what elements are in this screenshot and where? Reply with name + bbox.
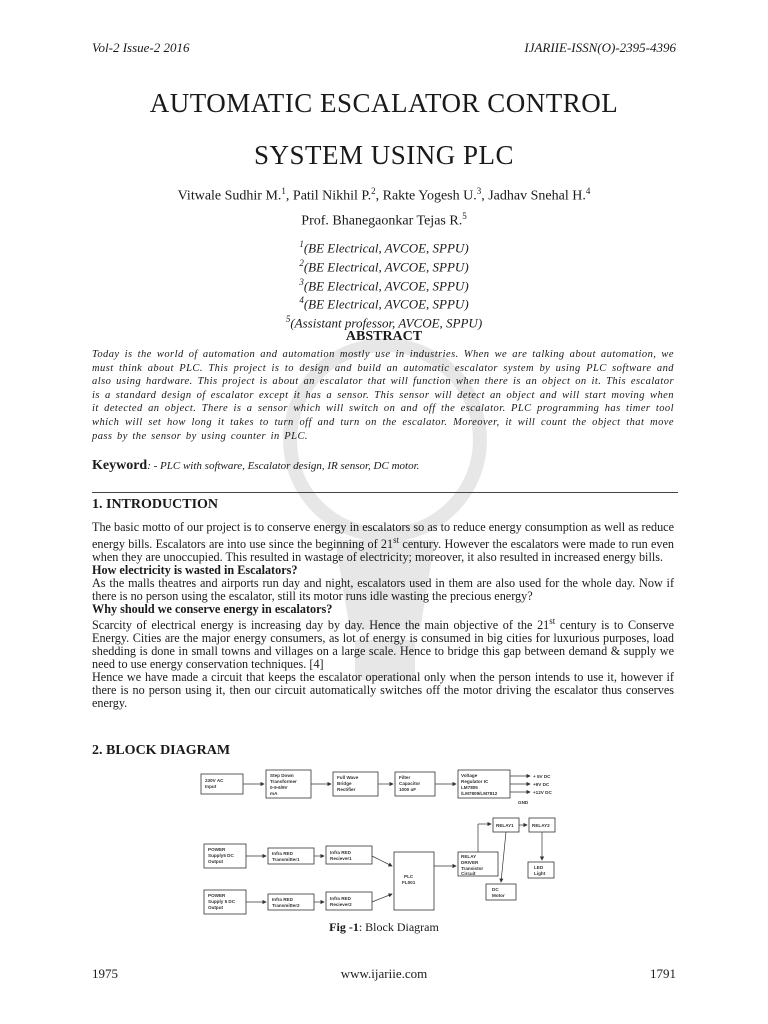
author-guide: Prof. Bhanegaonkar Tejas R.$^5$ [301,211,467,229]
footer-page-number: 1791 [650,966,676,981]
diagram-label: Input [205,784,217,789]
abstract-text: Today is the world of automation and automation mostly use in industries. When we are talking about automation, we must think about PLC. This project is to design and build an automatic escalator system by using PLC software and also using hardware. This project is about an escalator that will function when there is an object on it. This escalator is a standard design of escalator except it has a sensor. This sensor will detect an object and will start moving when it detected an object. There is a sensor which will switch on and off the escalator. PLC programming has timer tool which will set how long it takes to turn off and turn on the escalator. Moreover, it will count the object that move pass by the sensor by using counter in PLC. [92,349,674,442]
affiliation: $^5$(Assistant professor, AVCOE, SPPU) [285,314,483,331]
figure-caption: Fig -1: Block Diagram [329,920,439,934]
section-heading-introduction: 1. INTRODUCTION [92,497,219,512]
diagram-label: Supply5 DC [208,853,234,858]
diagram-label: PLC [404,874,414,879]
diagram-label: Reciever2 [330,902,352,907]
diagram-label: Transistor [461,866,484,871]
affiliation: $^3$(BE Electrical, AVCOE, SPPU) [299,276,469,293]
diagram-label: POWER [208,847,226,852]
affiliations [0,237,768,331]
diagram-label: 230V AC [205,778,224,783]
diagram-label: Filter [399,775,411,780]
diagram-label: 0-9-6/9V [270,785,288,790]
diagram-label: Transformer [270,779,297,784]
diagram-label: Full Wave [337,775,359,780]
diagram-label: Transmitter2 [272,903,300,908]
paper-title-line2: SYSTEM USING PLC [253,140,515,170]
diagram-label: Infra RED [272,897,293,902]
header-volume: Vol-2 Issue-2 2016 [92,40,190,55]
diagram-label: + 5V DC [533,774,551,779]
affiliation: $^4$(BE Electrical, AVCOE, SPPU) [299,295,469,312]
diagram-label: POWER [208,893,226,898]
diagram-label: Regulator IC [461,779,489,784]
diagram-label: Step Down [270,773,294,778]
author-list: Vitwale Sudhir M.$^1$, Patil Nikhil P.$^2$, Rakte Yogesh U.$^3$, Jadhav Snehal H.$^4$ [177,186,591,204]
diagram-label: Infra RED [272,851,293,856]
block-diagram [196,766,596,916]
diagram-label: Infra RED [330,850,351,855]
diagram-label: FL001 [402,880,416,885]
diagram-label: Voltage [461,773,478,778]
paragraph: The basic motto of our project is to conserve energy in escalators so as to reduce energy consumption as well as reduce energy bills. Escalators are into use since the beginning of 21st century. However the escalators were made to run even when they are unoccupied. This resulted in wastage of electricity; moreover, it also resulted in increased energy bills. [92,520,674,564]
diagram-label: Bridge [337,781,352,786]
paragraph: As the malls theatres and airports run day and night, escalators used in them are also used for the whole day. Now if there is no person using the escalator, still its motor runs idle wasting the precious energy? [92,575,674,603]
diagram-label: RELAY [461,854,477,859]
header-issn: IJARIIE-ISSN(O)-2395-4396 [524,40,676,55]
paragraph: Scarcity of electrical energy is increasing day by day. Hence the main objective of the 21st century is to Conserve Energy. Cities are the major energy consumers, as lot of energy is consumed in big cities for luxurious purposes, load shedding is done in small towns and villages on a large scale. Hence to bridge this gap between demand & supply we need to use energy conservation techniques. [4] [92,616,674,672]
diagram-label: mA [270,791,278,796]
diagram-label: +12V DC [533,790,552,795]
diagram-label: LM7805 [461,785,478,790]
affiliation: $^2$(BE Electrical, AVCOE, SPPU) [299,257,469,275]
paper-title-line1: AUTOMATIC ESCALATOR CONTROL [149,88,619,118]
diagram-label: Reciever1 [330,856,352,861]
abstract-heading: ABSTRACT [345,329,423,344]
diagram-label: Output [208,905,224,910]
diagram-label: Rectifier [337,787,356,792]
diagram-label: Capacitor [399,781,421,786]
block-rx1 [326,846,372,864]
diagram-label: Output [208,859,224,864]
section-heading-block-diagram: 2. BLOCK DIAGRAM [92,743,231,758]
diagram-label: DC [492,887,499,892]
subheading: How electricity is wasted in Escalators? [92,562,298,577]
diagram-label: RELAY1 [496,823,514,828]
diagram-label: Light [534,871,546,876]
diagram-label: GND [518,800,529,805]
affiliation: $^1$(BE Electrical, AVCOE, SPPU) [299,239,469,256]
keywords: Keyword: - PLC with software, Escalator design, IR sensor, DC motor. [92,458,420,473]
diagram-label: RELAY2 [532,823,550,828]
footer-paper-number: 1975 [92,966,118,981]
introduction-body [92,521,674,710]
diagram-label: DRIVER [461,860,479,865]
diagram-label: LED [534,865,544,870]
diagram-label: Motor [492,893,505,898]
diagram-label: Infra RED [330,896,351,901]
footer-website: www.ijariie.com [340,966,428,981]
diagram-label: Circuit [461,871,476,876]
section-divider [92,492,678,493]
diagram-label: +9V DC [533,782,550,787]
diagram-label: Supply 5 DC [208,899,236,904]
diagram-label: Transmitter1 [272,857,300,862]
paragraph: Hence we have made a circuit that keeps the escalator operational only when the person intends to use it, however if there is no person using it, then our circuit automatically switches off the motor driving the escalator thus conserves energy. [92,670,674,710]
diagram-label: 1000 uF [399,787,417,792]
diagram-label: /LM7809/LM7812 [461,791,498,796]
block-rx2 [326,892,372,910]
subheading: Why should we conserve energy in escalators? [92,601,333,616]
